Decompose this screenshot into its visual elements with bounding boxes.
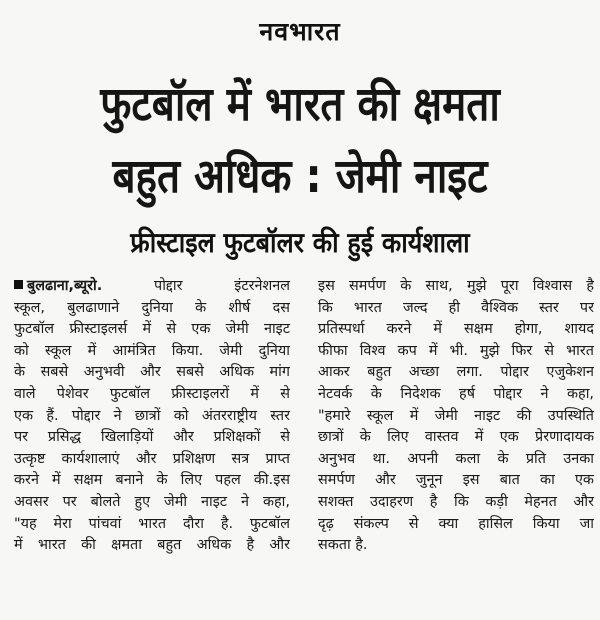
article-line: फीफा विश्व कप में भी. मुझे फिर से भारत bbox=[318, 342, 594, 359]
article-line: छात्रों के लिए वास्तव में एक प्रेरणादायक bbox=[318, 429, 594, 446]
article-line: "हमारे स्कूल में जेमी नाइट की उपस्थिति bbox=[318, 407, 594, 424]
article-line: वाले पेशेवर फुटबॉल फ्रीस्टाइलरों में से bbox=[14, 385, 290, 402]
article-line: अवसर पर बोलते हुए जेमी नाइट ने कहा, bbox=[14, 493, 290, 510]
article-column-right bbox=[318, 276, 594, 557]
article-line: पर प्रसिद्ध खिलाड़ियों और प्रशिक्षकों से bbox=[14, 429, 290, 446]
article-line: के सबसे अनुभवी और सबसे अधिक मांग bbox=[14, 364, 290, 381]
article-line: आकर बहुत अच्छा लगा. पोद्दार एजुकेशन bbox=[318, 364, 594, 381]
article-line: समर्पण और जुनून इस बात का एक bbox=[318, 472, 594, 489]
article-line: "यह मेरा पांचवां भारत दौरा है. फुटबॉल bbox=[14, 515, 290, 532]
newspaper-masthead: नवभारत bbox=[259, 17, 341, 46]
article-line: कि भारत जल्द ही वैश्विक स्तर पर bbox=[318, 299, 594, 316]
article-line: नेटवर्क के निदेशक हर्ष पोद्दार ने कहा, bbox=[318, 385, 594, 402]
article-line: स्कूल, बुलढाणाने दुनिया के शीर्ष दस bbox=[14, 299, 290, 316]
subheadline: फ्रीस्टाइल फुटबॉलर की हुई कार्यशाला bbox=[130, 226, 470, 259]
article-line: अनुभव था. अपनी कला के प्रति उनका bbox=[318, 450, 594, 467]
headline-line-1: फुटबॉल में भारत की क्षमता bbox=[100, 77, 500, 132]
article-line: दृढ़ संकल्प से क्या हासिल किया जा bbox=[318, 515, 594, 532]
article-line bbox=[14, 276, 290, 298]
dateline: बुलढाना,ब्यूरो. bbox=[27, 278, 103, 294]
article-line: को स्कूल में आमंत्रित किया. जेमी दुनिया bbox=[14, 342, 290, 359]
headline-line-2: बहुत अधिक : जेमी नाइट bbox=[112, 149, 488, 204]
article-line: उत्कृष्ट कार्यशालाएं और प्रशिक्षण सत्र प्राप्त bbox=[14, 450, 290, 467]
article-line: प्रतिस्पर्धा करने में सक्षम होगा, शायद bbox=[318, 321, 594, 338]
article-line: एक हैं. पोद्दार ने छात्रों को अंतरराष्ट्रीय स्तर bbox=[14, 407, 290, 424]
article-line-text: पोद्दार इंटरनेशनल bbox=[154, 278, 290, 294]
article-line: सकता है. bbox=[318, 537, 368, 554]
article-line: फुटबॉल फ्रीस्टाइलर्स में से एक जेमी नाइट bbox=[14, 321, 290, 338]
article-line: में भारत की क्षमता बहुत अधिक है और bbox=[14, 537, 290, 554]
article-line: इस समर्पण के साथ, मुझे पूरा विश्वास है bbox=[318, 278, 594, 294]
article-line: करने में सक्षम बनाने के लिए पहल की.इस bbox=[14, 472, 290, 489]
article-column-left bbox=[14, 276, 290, 557]
bullet-icon bbox=[14, 280, 23, 289]
article-line: सशक्त उदाहरण है कि कड़ी मेहनत और bbox=[318, 493, 594, 510]
